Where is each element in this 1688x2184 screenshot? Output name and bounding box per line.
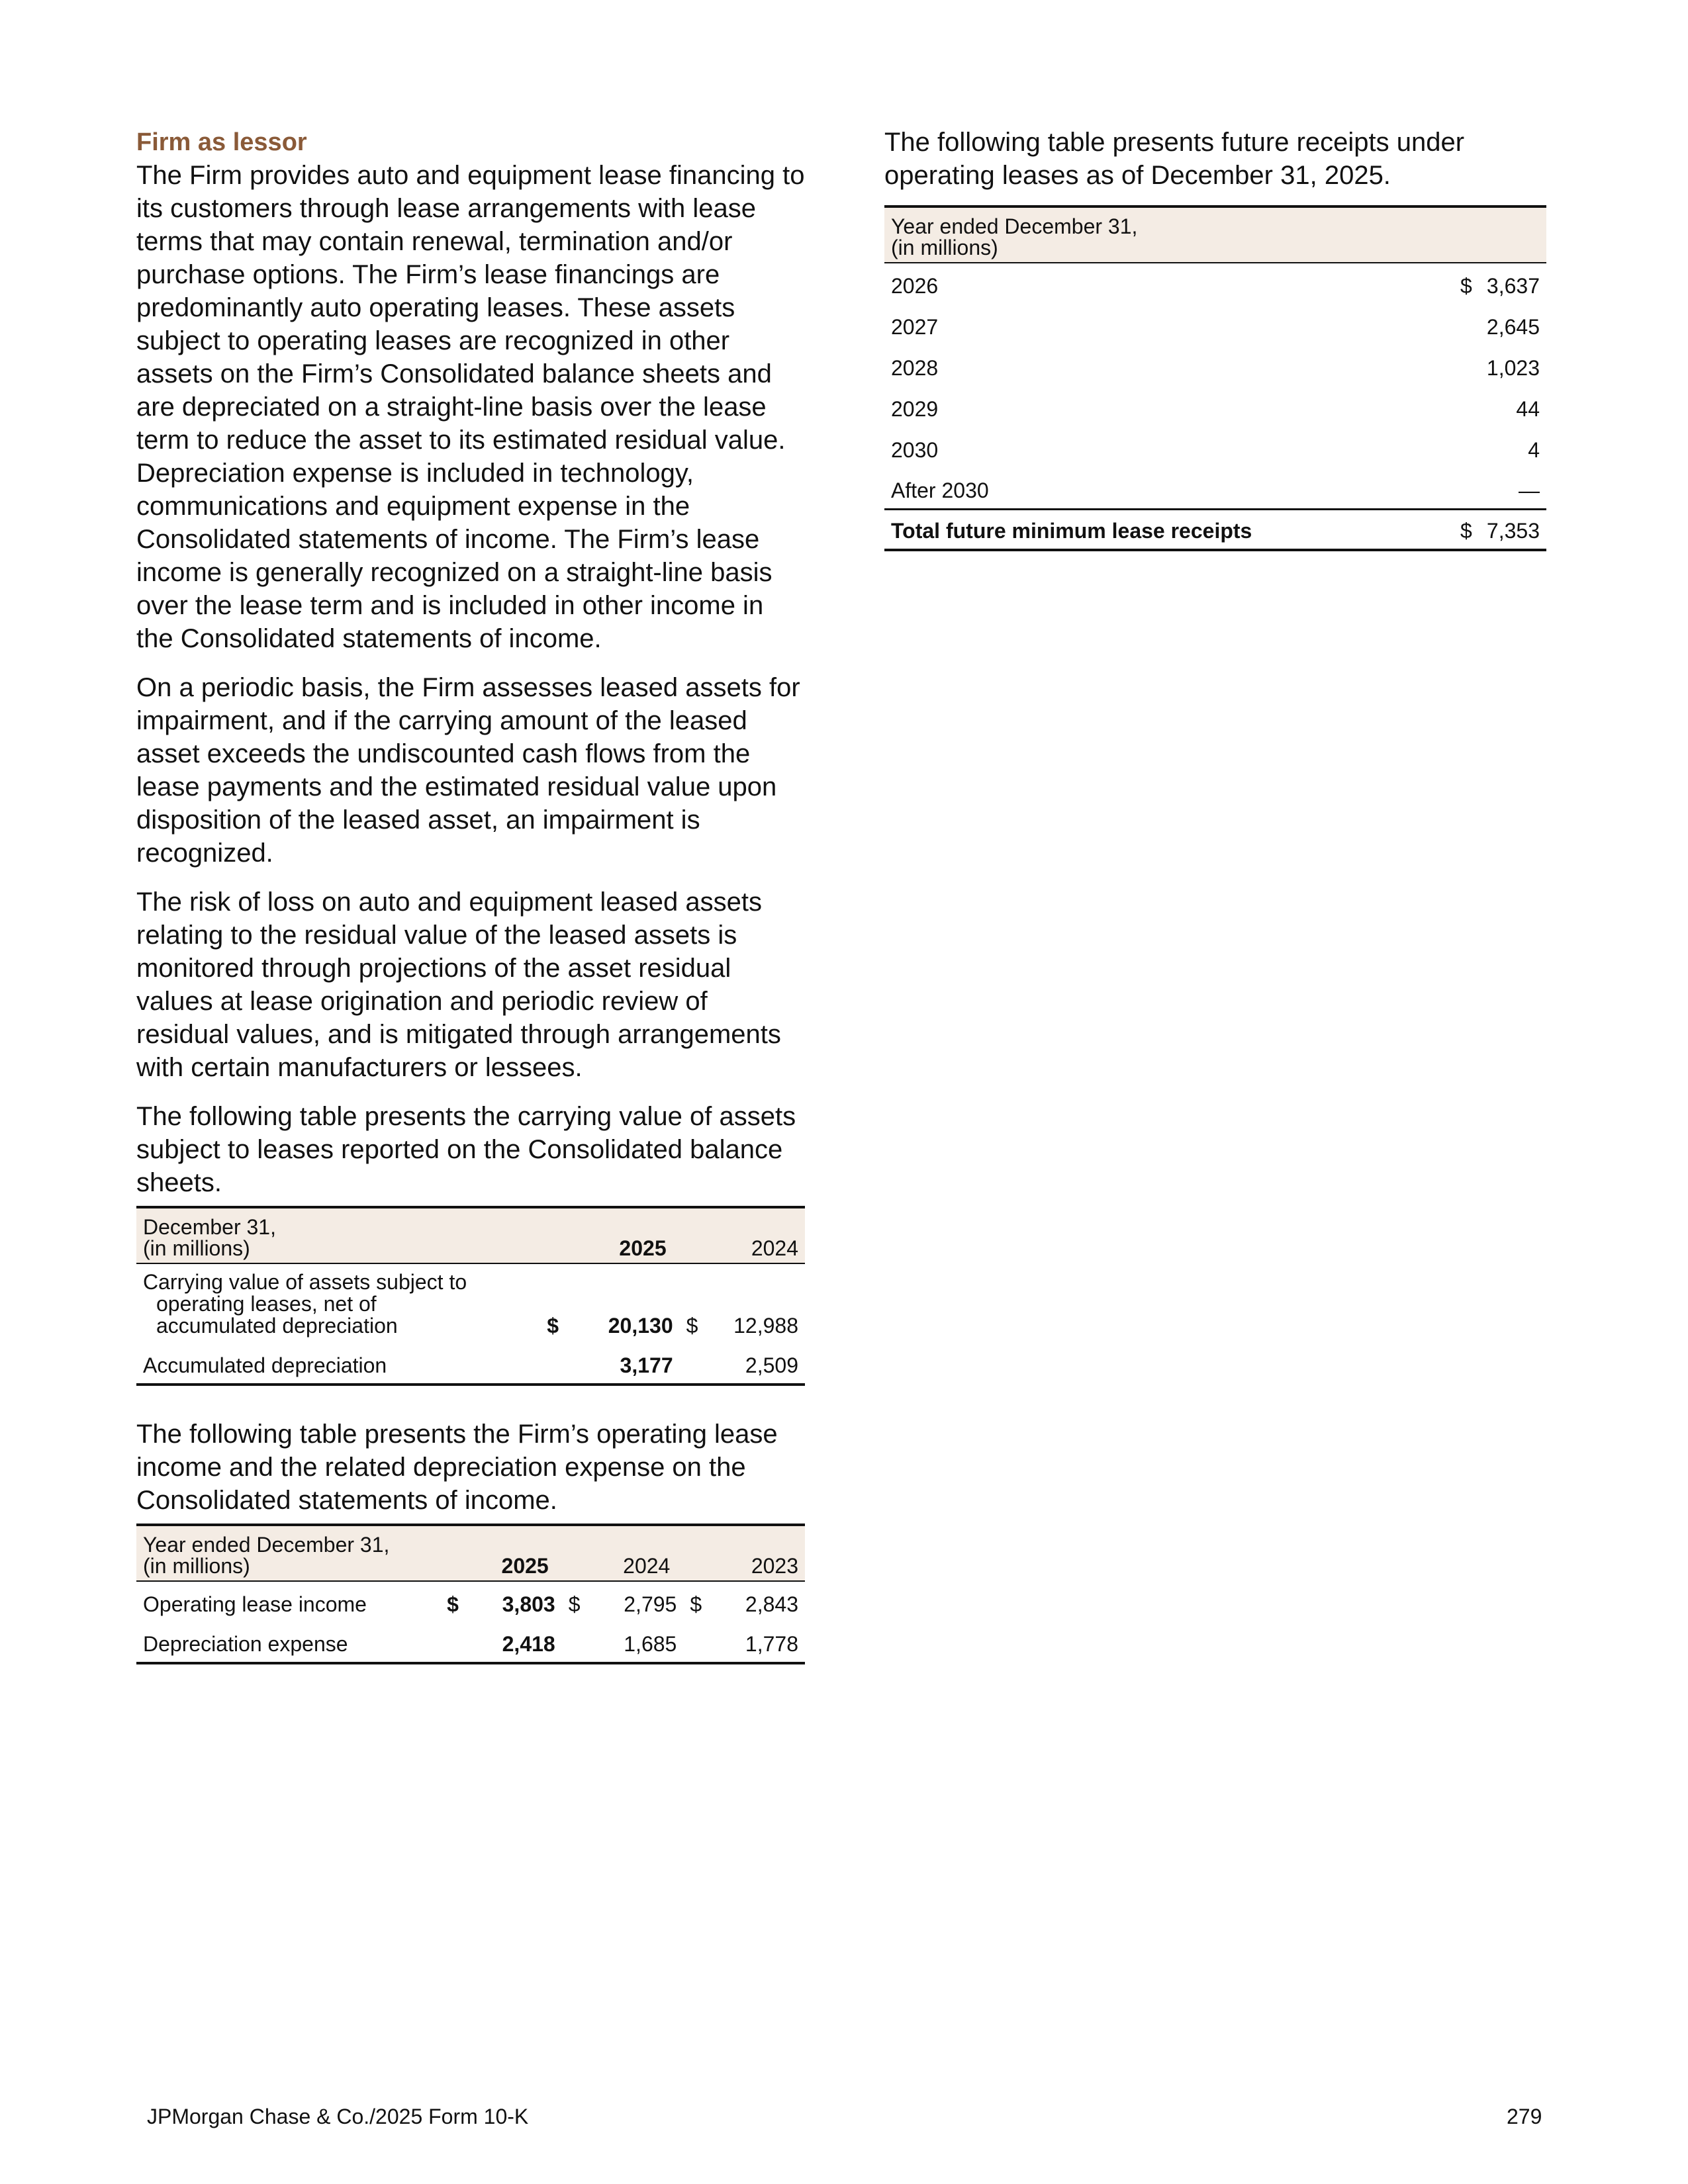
currency-symbol: [1454, 345, 1474, 386]
table-row: [884, 345, 1546, 386]
total-row: [884, 509, 1546, 550]
header-line: (in millions): [143, 1236, 250, 1260]
cell-value: 12,988: [733, 1314, 798, 1338]
cell-value: 44: [1516, 397, 1540, 421]
currency-symbol: [1454, 427, 1474, 468]
empty-cell: [540, 1343, 561, 1385]
currency-symbol: [1454, 468, 1474, 509]
paragraph-carrying-value-intro: The following table presents the carrying value of assets subject to leases reported on the Consolidated balance sheets.: [136, 1102, 796, 1197]
header-line: (in millions): [143, 1554, 250, 1578]
table-row: [884, 263, 1546, 304]
table-header-row: [136, 1525, 805, 1581]
currency-symbol: $: [690, 1592, 702, 1616]
receipts-body: [884, 263, 1546, 550]
table-row: [136, 1271, 805, 1343]
row-label: 2026: [891, 274, 939, 298]
row-label: 2028: [891, 356, 939, 380]
currency-symbol: [1454, 304, 1474, 345]
cell-value: 2,843: [745, 1592, 798, 1616]
currency-symbol: $: [547, 1314, 559, 1338]
header-line: Year ended December 31,: [143, 1533, 390, 1557]
cell-value: 1,685: [624, 1632, 677, 1656]
row-label: After 2030: [891, 478, 989, 502]
paragraph-residual-risk: The risk of loss on auto and equipment leased assets relating to the residual value of the leased assets is monitored through projections of the asset residual values at lease origination and periodic review of residual values, and is mitigated through arrangements with certain manufacturers or lessees.: [136, 887, 781, 1082]
table-row: [884, 468, 1546, 509]
cell-value: 1,023: [1486, 356, 1540, 380]
table-header-label: [884, 206, 1546, 263]
section-heading: Firm as lessor: [136, 128, 307, 156]
table-row: [884, 304, 1546, 345]
cell-value: —: [1519, 478, 1540, 502]
cell-value: 4: [1528, 438, 1540, 462]
row-label: 2029: [891, 397, 939, 421]
cell-value: 20,130: [608, 1314, 673, 1338]
table-row: [884, 427, 1546, 468]
header-line: December 31,: [143, 1215, 276, 1239]
cell-value: 3,803: [502, 1592, 555, 1616]
currency-symbol: $: [447, 1592, 459, 1616]
cell-value: 2,795: [624, 1592, 677, 1616]
empty-cell: [440, 1622, 463, 1663]
row-label: Operating lease income: [143, 1592, 367, 1616]
row-label: 2027: [891, 315, 939, 339]
table-row: [136, 1343, 805, 1385]
empty-cell: [683, 1622, 706, 1663]
column-header-2024: 2024: [562, 1525, 684, 1581]
row-label-line: operating leases, net of: [156, 1292, 377, 1316]
paragraph-lease-income-intro: The following table presents the Firm’s operating lease income and the related depreciation expense on the Consolidated statements of income.: [136, 1420, 778, 1515]
header-line: Year ended December 31,: [891, 214, 1138, 238]
row-label: Accumulated depreciation: [143, 1353, 387, 1377]
row-label: 2030: [891, 438, 939, 462]
table-row: [136, 1581, 805, 1622]
column-header-2024: 2024: [680, 1207, 805, 1263]
row-label-line: accumulated depreciation: [156, 1314, 398, 1338]
empty-cell: [680, 1343, 701, 1385]
column-header-2023: 2023: [683, 1525, 805, 1581]
carrying-value-table: [136, 1206, 805, 1386]
header-line: (in millions): [891, 236, 998, 259]
paragraph-lessor-overview: The Firm provides auto and equipment lease financing to its customers through lease arrangements with lease terms that may contain renewal, termination and/or purchase options. The Firm’s lease financings are predominantly auto operating leases. These assets subject to operating leases are recognized in other assets on the Firm’s Consolidated balance sheets and are depreciated on a straight-line basis over the lease term to reduce the asset to its estimated residual value. Depreciation expense is included in technology, communications and equipment expense in the Consolidated statements of income. The Firm’s lease income is generally recognized on a straight-line basis over the lease term and is included in other income in the Consolidated statements of income.: [136, 161, 805, 653]
future-receipts-table: [884, 205, 1546, 551]
row-label-line: Carrying value of assets subject to: [143, 1270, 467, 1294]
table-row: [884, 386, 1546, 427]
total-label: Total future minimum lease receipts: [884, 509, 1454, 550]
left-column: [136, 126, 805, 1664]
cell-value: 2,509: [745, 1353, 798, 1377]
cell-value: 3,637: [1486, 274, 1540, 298]
table-header-label: [136, 1525, 440, 1581]
column-header-2025: 2025: [440, 1525, 562, 1581]
column-header-2025: 2025: [540, 1207, 679, 1263]
empty-cell: [562, 1622, 585, 1663]
page-number: 279: [1507, 2105, 1542, 2128]
paragraph-future-receipts-intro: The following table presents future receipts under operating leases as of December 31, 2025.: [884, 128, 1465, 190]
total-value: 7,353: [1474, 509, 1546, 550]
row-label: Depreciation expense: [143, 1632, 348, 1656]
cell-value: 2,645: [1486, 315, 1540, 339]
lease-income-table: [136, 1524, 805, 1664]
table-header-row: [136, 1207, 805, 1263]
row-label: [136, 1271, 540, 1343]
cell-value: 1,778: [745, 1632, 798, 1656]
cell-value: 2,418: [502, 1632, 555, 1656]
right-column: [884, 126, 1546, 551]
cell-value: 3,177: [620, 1353, 673, 1377]
currency-symbol: [1454, 386, 1474, 427]
table-header-label: [136, 1207, 540, 1263]
table-row: [136, 1622, 805, 1663]
table-header-row: [884, 206, 1546, 263]
currency-symbol: $: [686, 1314, 698, 1338]
currency-symbol: $: [1454, 509, 1474, 550]
footer-report-title: JPMorgan Chase & Co./2025 Form 10-K: [147, 2105, 529, 2128]
paragraph-impairment: On a periodic basis, the Firm assesses leased assets for impairment, and if the carrying amount of the leased asset exceeds the undiscounted cash flows from the lease payments and the estimated residual value upon disposition of the leased asset, an impairment is recognized.: [136, 673, 800, 868]
currency-symbol: $: [1460, 274, 1472, 298]
currency-symbol: $: [568, 1592, 581, 1616]
